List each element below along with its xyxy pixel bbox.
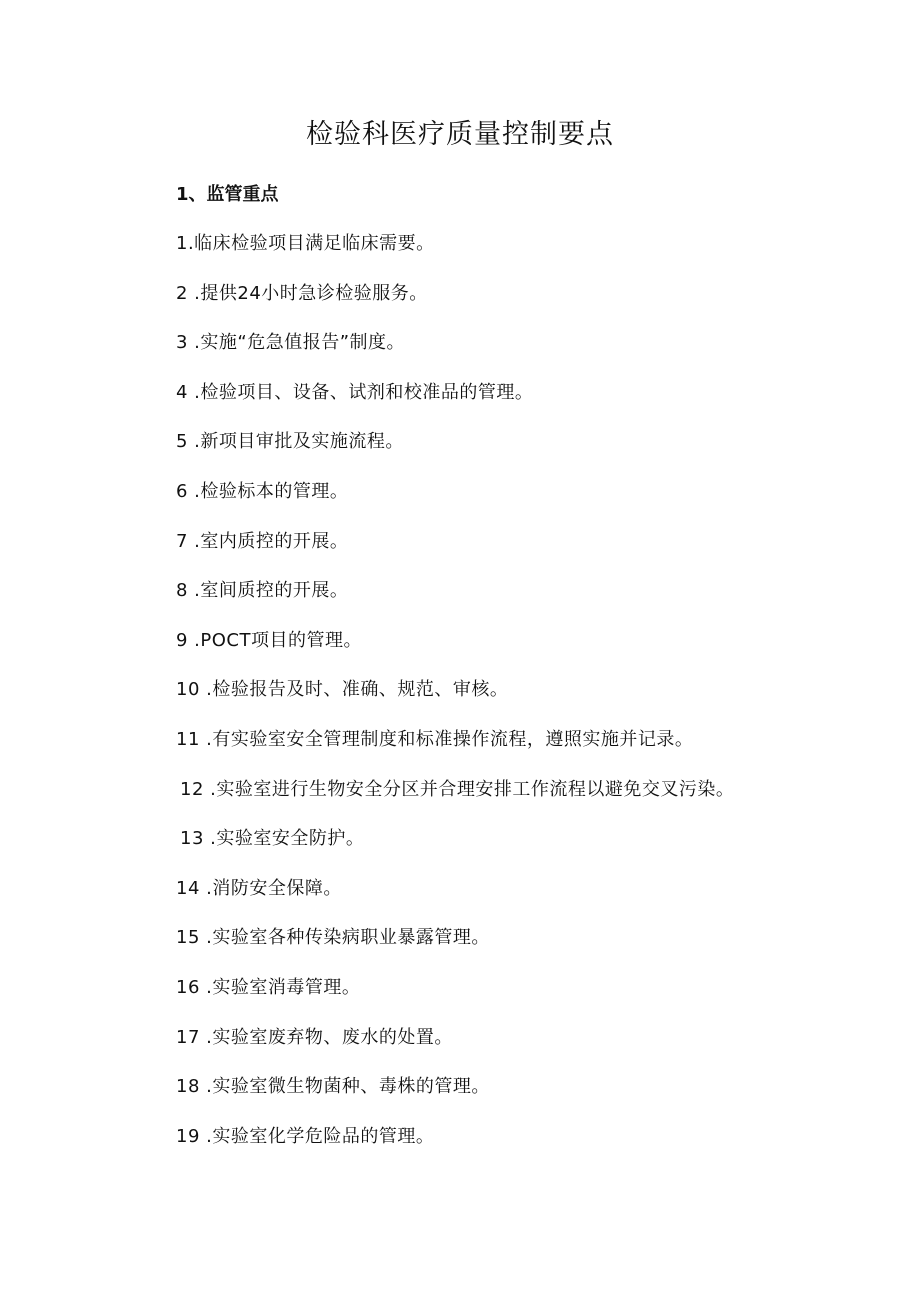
list-item	[176, 378, 734, 428]
list-item	[176, 477, 734, 527]
list-item	[176, 279, 734, 329]
document-title: 检验科医疗质量控制要点	[306, 119, 614, 150]
list-item-text: 16 .实验室消毒管理。	[176, 976, 361, 998]
list-item-text: 5 .新项目审批及实施流程。	[176, 431, 404, 453]
list-item	[176, 626, 734, 676]
list-item	[176, 675, 734, 725]
list-item-text: 4 .检验项目、设备、试剂和校准品的管理。	[176, 381, 534, 403]
list-item-text: 14 .消防安全保障。	[176, 877, 342, 899]
list-item-text: 9 .POCT项目的管理。	[176, 629, 362, 651]
list-item	[176, 427, 734, 477]
list-item-text: 17 .实验室废弃物、废水的处置。	[176, 1026, 453, 1048]
list-item	[176, 725, 734, 775]
list-item	[180, 775, 734, 825]
list-item-text: 6 .检验标本的管理。	[176, 480, 349, 502]
list-item	[176, 1023, 734, 1073]
section-heading: 1、监管重点	[176, 184, 279, 205]
list-item-text: 12 .实验室进行生物安全分区并合理安排工作流程以避免交叉污染。	[180, 778, 735, 800]
list-item	[176, 874, 734, 924]
list-item-text: 19 .实验室化学危险品的管理。	[176, 1125, 435, 1147]
list-item-text: 10 .检验报告及时、准确、规范、审核。	[176, 679, 509, 701]
list-item	[180, 824, 734, 874]
list-item-text: 3 .实施“危急值报告”制度。	[176, 332, 406, 354]
list-item	[176, 328, 734, 378]
list-item-text: 15 .实验室各种传染病职业暴露管理。	[176, 927, 490, 949]
list-item	[176, 229, 734, 279]
list-item-text: 18 .实验室微生物菌种、毒株的管理。	[176, 1076, 490, 1098]
list-item	[176, 527, 734, 577]
list-item	[176, 576, 734, 626]
list-item-text: 13 .实验室安全防护。	[180, 828, 365, 850]
list-item-text: 1.临床检验项目满足临床需要。	[176, 233, 435, 254]
list-item-text: 2 .提供24小时急诊检验服务。	[176, 282, 428, 304]
list-item	[176, 923, 734, 973]
list-item	[176, 1072, 734, 1122]
list-item-text: 7 .室内质控的开展。	[176, 530, 349, 552]
list-item-text: 11 .有实验室安全管理制度和标准操作流程，遵照实施并记录。	[176, 728, 694, 750]
requirements-list	[176, 229, 734, 1171]
list-item	[176, 973, 734, 1023]
list-item	[176, 1122, 734, 1172]
list-item-text: 8 .室间质控的开展。	[176, 580, 349, 602]
